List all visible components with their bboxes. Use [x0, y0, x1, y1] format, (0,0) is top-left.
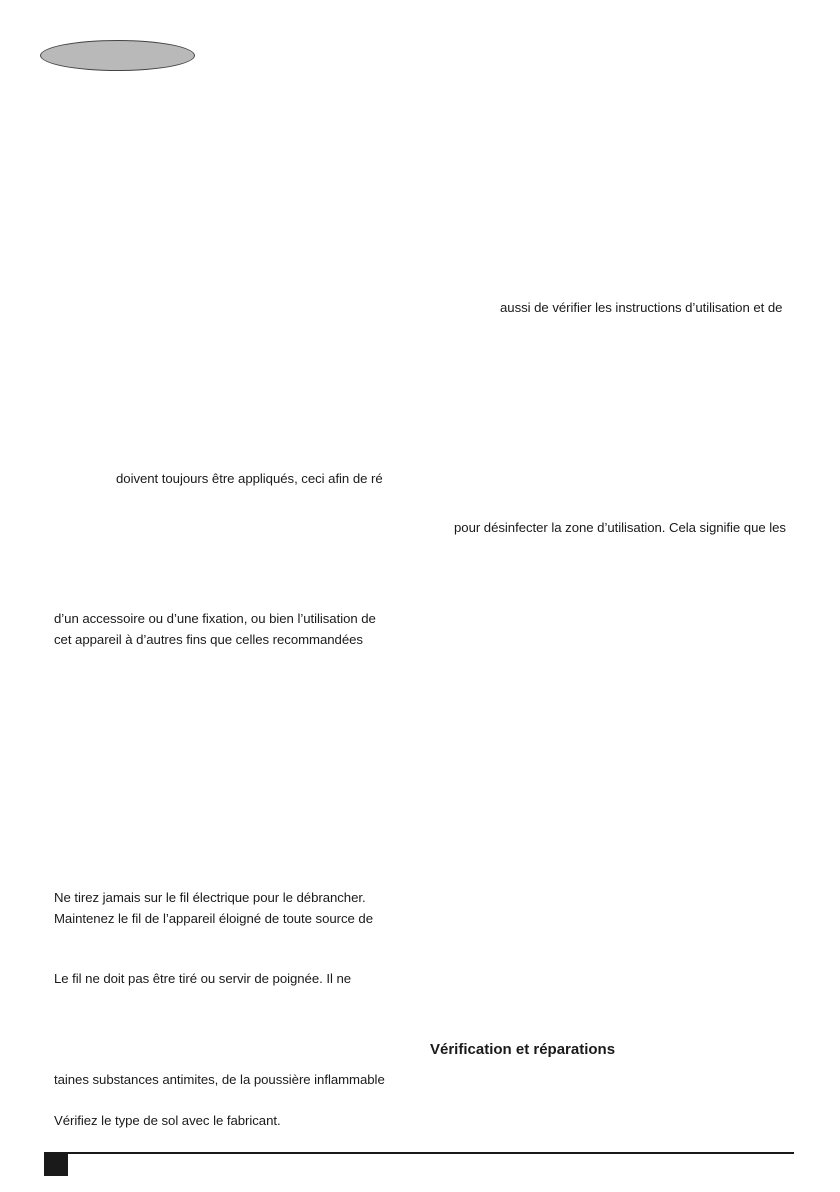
language-tab-ellipse: [40, 40, 195, 71]
left-text-line-5: Maintenez le fil de l’appareil éloigné de toute source de: [54, 911, 373, 926]
left-text-line-4: Ne tirez jamais sur le fil électrique pour le débrancher.: [54, 890, 366, 905]
footer-rule: [44, 1152, 794, 1154]
left-text-line-2: d’un accessoire ou d’une fixation, ou bien l’utilisation de: [54, 611, 376, 626]
left-text-line-6: Le fil ne doit pas être tiré ou servir de poignée. Il ne: [54, 971, 352, 986]
right-text-line-2: pour désinfecter la zone d’utilisation. Cela signifie que les: [454, 520, 786, 535]
left-text-line-7: taines substances antimites, de la poussière inflammable: [54, 1072, 385, 1087]
left-text-line-3: cet appareil à d’autres fins que celles recommandées: [54, 632, 363, 647]
left-text-line-8: Vérifiez le type de sol avec le fabricant.: [54, 1113, 281, 1128]
section-heading-inspection: Vérification et réparations: [430, 1041, 616, 1058]
right-text-line-1: aussi de vérifier les instructions d’utilisation et de: [500, 300, 783, 315]
page-number-box: [44, 1152, 68, 1176]
left-text-line-1: doivent toujours être appliqués, ceci afin de ré: [116, 471, 383, 486]
